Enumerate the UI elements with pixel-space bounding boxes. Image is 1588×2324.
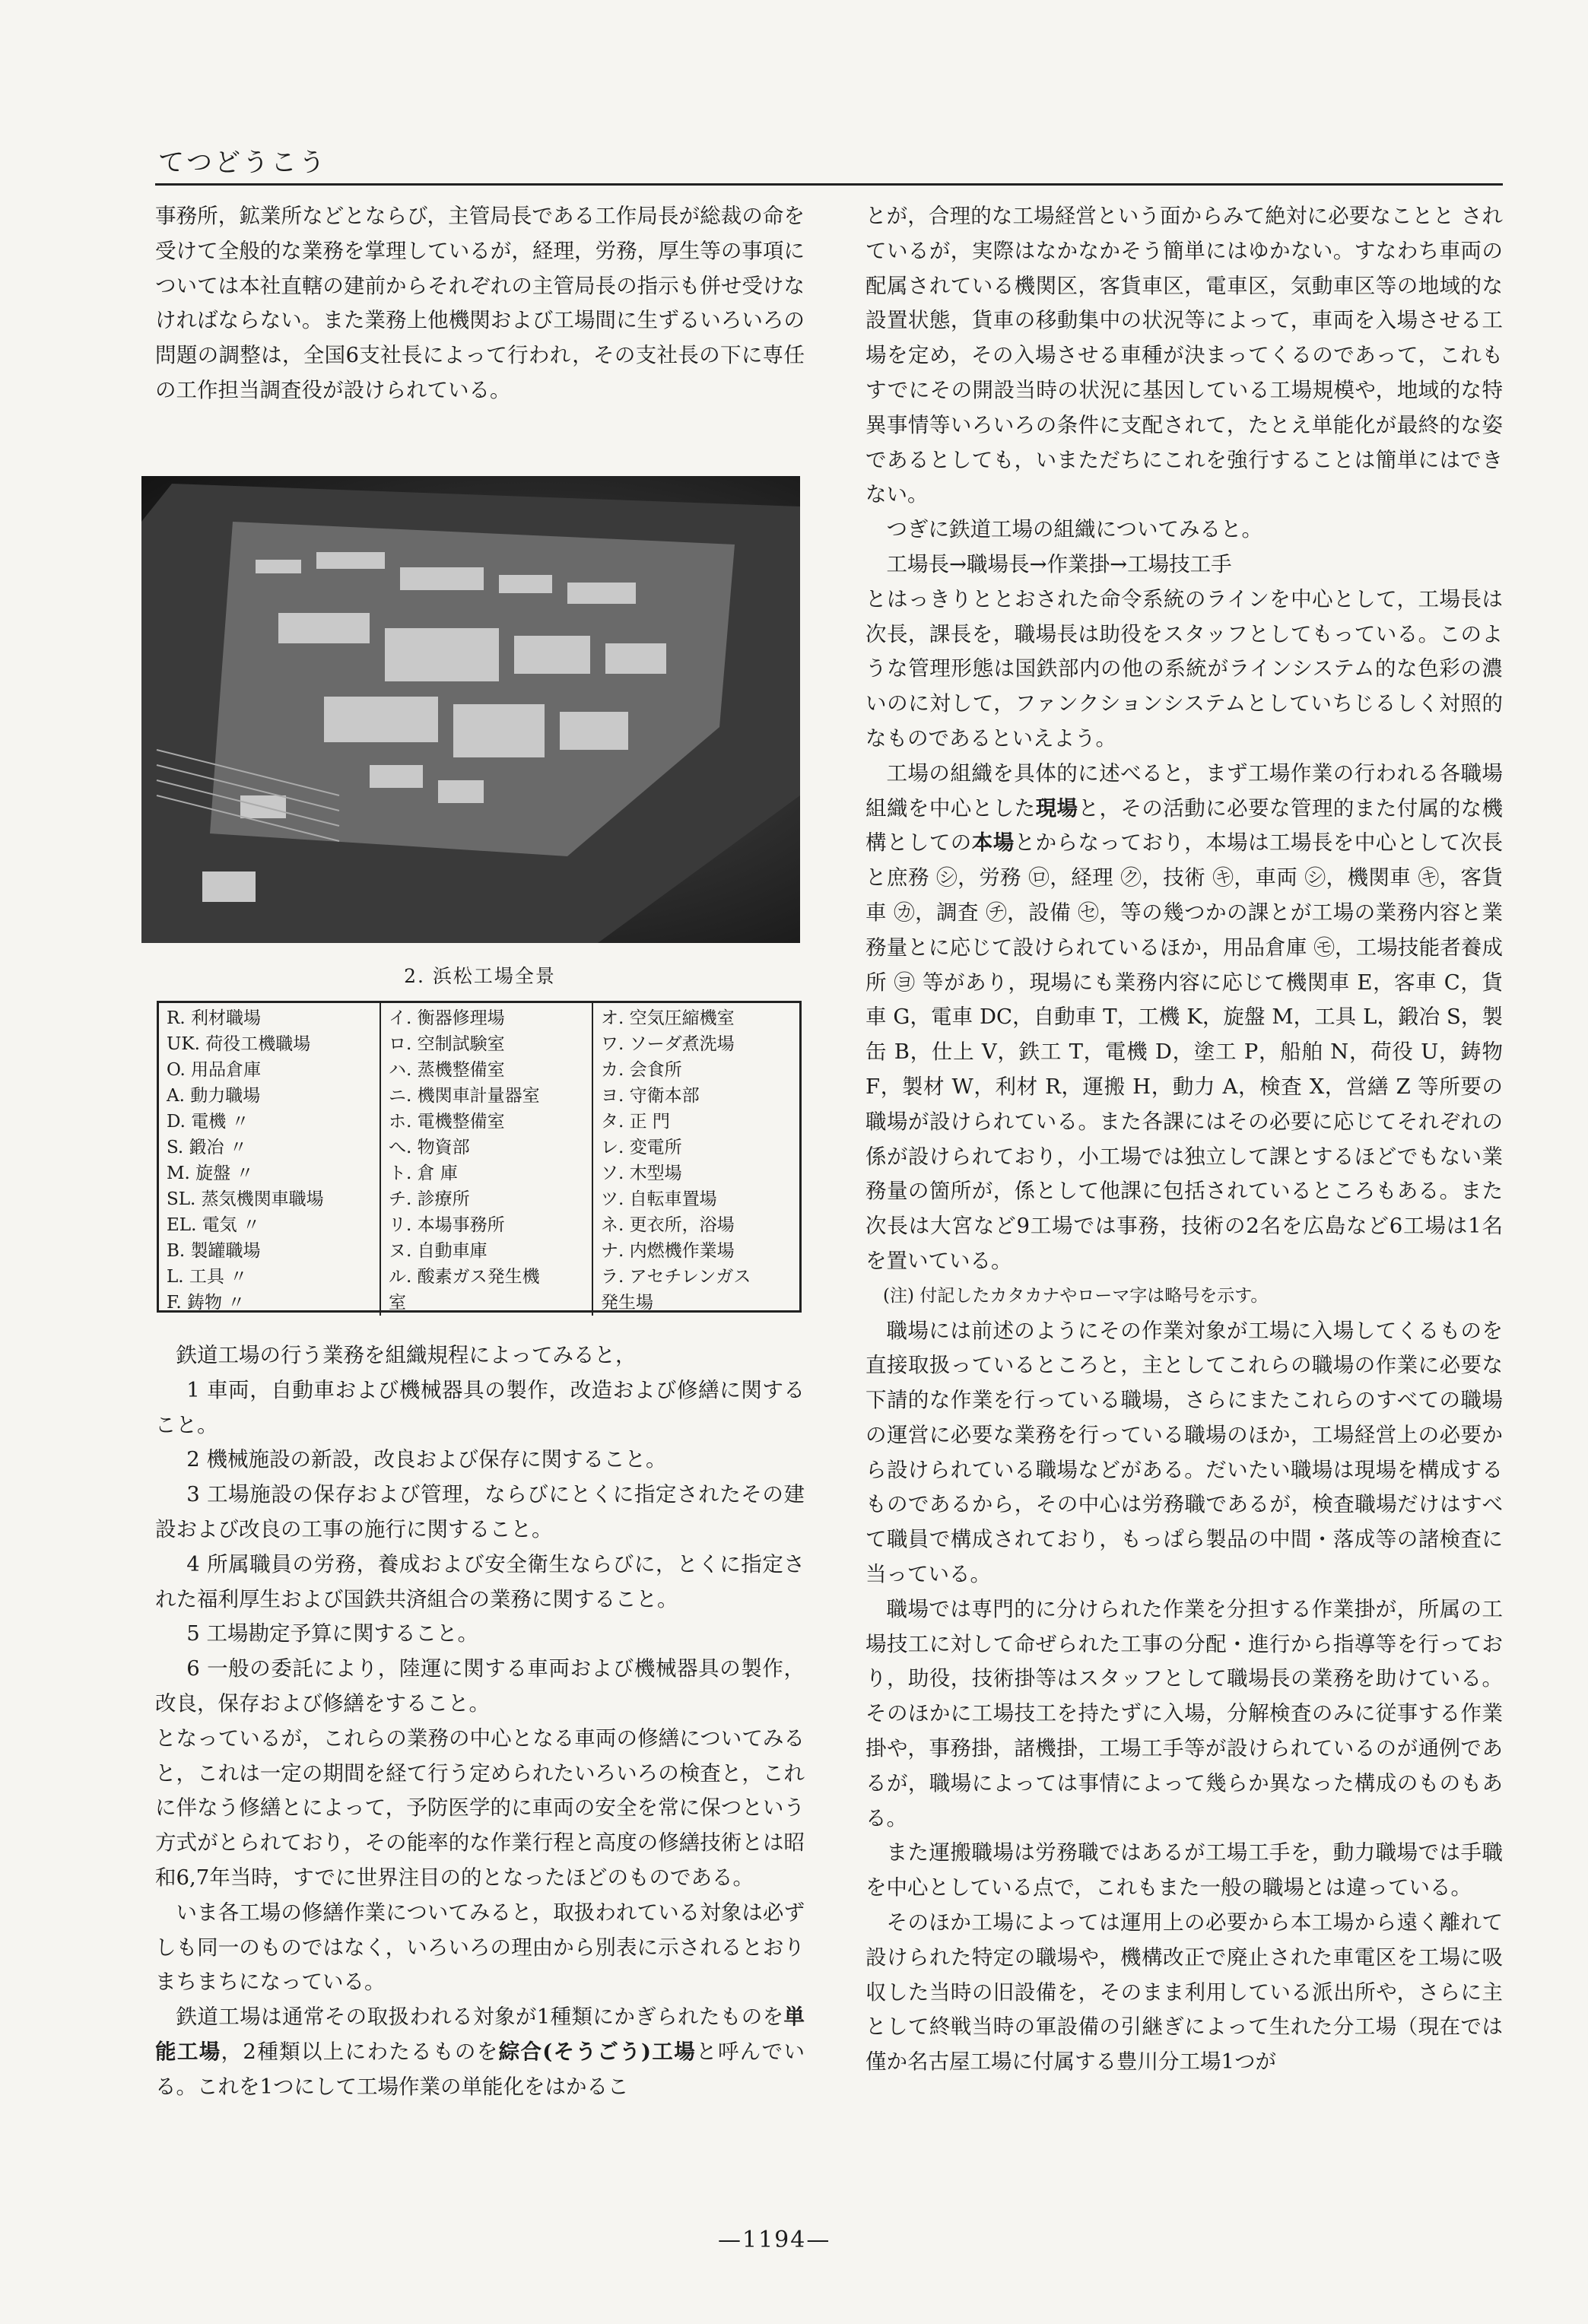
paragraph: つぎに鉄道工場の組織についてみると。 — [886, 517, 1262, 542]
legend-row: S. 鍛冶 〃 — [167, 1138, 247, 1157]
legend-row: ネ. 更衣所，浴場 — [601, 1215, 735, 1235]
legend-row: ナ. 内燃機作業場 — [601, 1241, 735, 1261]
legend-row: レ. 変電所 — [601, 1138, 682, 1157]
legend-row: イ. 衡器修理場 — [389, 1008, 505, 1028]
legend-row: ツ. 自転車置場 — [601, 1189, 717, 1209]
paragraph: 職場には前述のようにその作業対象が工場に入場してくるものを直接取扱っているところと，主としてこれらの職場の作業に必要な下請的な作業を行っている職場，さらにまたこれらのすべての職場の運営に必要な業務を行っている職場のほか，工場経営上の必要から設けられている職場などがある。だいたい職場は現場を構成するものであるから，その中心は労務職であるが，検査職場だけはすべて職員で構成されており，もっぱら製品の中間・落成等の諸検査に当っている。 — [865, 1318, 1503, 1587]
legend-row: リ. 本場事務所 — [389, 1215, 505, 1235]
figure-caption: 2. 浜松工場全景 — [404, 965, 556, 987]
paragraph: また運搬職場は労務職ではあるが工場工手を，動力職場では手職を中心としている点で，これもまた一般の職場とは違っている。 — [865, 1840, 1503, 1900]
list-item: 5 工場勘定予算に関すること。 — [186, 1621, 478, 1646]
paragraph: 職場では専門的に分けられた作業を分担する作業掛が，所属の工場技工に対して命ぜられた工事の分配・進行から指導等を行っており，助役，技術掛等はスタッフとして職場長の業務を助けている。そのほかに工場技工を持たずに入場，分解検査のみに従事する作業掛や，事務掛，諸機掛，工場工手等が設けられているのが通例であるが，職場によっては事情によって幾らか異なった構成のものもある。 — [865, 1596, 1503, 1830]
paragraph: とはっきりととおされた命令系統のラインを中心として，工場長は次長，課長を，職場長は助役をスタッフとしてもっている。このような管理形態は国鉄部内の他の系統がラインシステム的な色彩の濃いのに対して，ファンクションシステムとしていちじるしく対照的なものであるといえよう。 — [865, 586, 1503, 751]
legend-row: オ. 空気圧縮機室 — [601, 1008, 735, 1028]
legend-row: F. 鋳物 〃 — [167, 1293, 246, 1313]
footnote: (注) 付記したカタカナやローマ字は略号を示す。 — [883, 1285, 1269, 1306]
page-number: —1194— — [718, 2227, 831, 2253]
term-bold: 単能工場 — [155, 2005, 805, 2064]
legend-row: B. 製罐職場 — [167, 1241, 261, 1261]
paragraph: いま各工場の修繕作業についてみると，取扱われている対象は必ずしも同一のものではなく，いろいろの理由から別表に示されるとおりまちまちになっている。 — [155, 1900, 805, 1995]
legend-row: ソ. 木型場 — [601, 1164, 682, 1183]
legend-row: タ. 正 門 — [601, 1112, 670, 1132]
figure-legend-table — [157, 1001, 802, 1313]
paragraph — [865, 757, 1510, 1279]
legend-row: ホ. 電機整備室 — [389, 1112, 505, 1132]
legend-row: ヌ. 自動車庫 — [389, 1241, 488, 1261]
legend-row: ト. 倉 庫 — [389, 1164, 458, 1183]
legend-row: カ. 会食所 — [601, 1060, 682, 1080]
legend-row: ハ. 蒸機整備室 — [389, 1060, 505, 1080]
text-run: と呼んでいる。これを1つにして工場作業の単能化をはかるこ — [155, 2039, 805, 2099]
legend-row: D. 電機 〃 — [167, 1112, 249, 1132]
list-item: 1 車両，自動車および機械器具の製作，改造および修繕に関すること。 — [155, 1377, 805, 1437]
legend-row: L. 工具 〃 — [167, 1267, 248, 1287]
legend-row: チ. 診療所 — [389, 1189, 470, 1209]
legend-row: SL. 蒸気機関車職場 — [167, 1189, 324, 1209]
legend-row: 発生場 — [601, 1293, 653, 1313]
left-column-bottom — [155, 1338, 805, 2105]
text-run: と，その活動に必要な管理的また付属的な機構としての — [865, 795, 1504, 856]
left-column-top — [155, 199, 805, 408]
list-item: 6 一般の委託により，陸運に関する車両および機械器具の製作，改良，保存および修繕をすること。 — [155, 1656, 805, 1716]
legend-row: へ. 物資部 — [389, 1138, 470, 1157]
photo-illustration — [141, 476, 800, 943]
legend-column — [159, 1003, 380, 1316]
paragraph — [155, 2000, 805, 2104]
legend-row: 室 — [389, 1293, 406, 1313]
paragraph: となっているが，これらの業務の中心となる車両の修繕についてみると，これは一定の期間を経て行う定められたいろいろの検査と，これに伴なう修繕とによって，予防医学的に車両の安全を常に保つという方式がとられており，その能率的な作業行程と高度の修繕技術とは昭和6,7年当時，すでに世界注目の的となったほどのものである。 — [155, 1726, 805, 1890]
running-header: てつどうこう — [158, 148, 327, 178]
legend-column — [592, 1003, 799, 1316]
paragraph: 事務所，鉱業所などとならび，主管局長である工作局長が総裁の命を受けて全般的な業務を掌理しているが，経理，労務，厚生等の事項については本社直轄の建前からそれぞれの主管局長の指示も併せ受けなければならない。また業務上他機関および工場間に生ずるいろいろの問題の調整は，全国6支社長によって行われ，その支社長の下に専任の工作担当調査役が設けられている。 — [155, 204, 805, 402]
legend-row: R. 利材職場 — [167, 1008, 261, 1028]
legend-row: ヨ. 守衛本部 — [601, 1086, 700, 1106]
factory-model-photo — [141, 476, 800, 943]
legend-row: O. 用品倉庫 — [167, 1060, 262, 1080]
legend-row: ロ. 空制試験室 — [389, 1034, 505, 1054]
list-item: 4 所属職員の労務，養成および安全衛生ならびに，とくに指定された福利厚生および国鉄共済組合の業務に関すること。 — [155, 1551, 805, 1611]
text-run: ，2種類以上にわたるものを — [221, 2039, 499, 2064]
paragraph: とが，合理的な工場経営という面からみて絶対に必要なことと されているが，実際はなかなかそう簡単にはゆかない。すなわち車両の配属されている機関区，客貨車区，電車区，気動車区等の地域的な設置状態，貨車の移動集中の状況等によって，車両を入場させる工場を定め，その入場させる車種が決まってくるのであって，これもすでにその開設当時の状況に基因している工場規模や，地域的な特異事情等いろいろの条件に支配されて，たとえ単能化が最終的な姿であるとしても，いまただちにこれを強行することは簡単にはできない。 — [865, 204, 1503, 507]
text-run: 鉄道工場は通常その取扱われる対象が1種類にかぎられたものを — [176, 2005, 784, 2030]
header-rule — [155, 183, 1503, 186]
term-bold: 本場 — [971, 830, 1015, 856]
legend-row: ル. 酸素ガス発生機 — [389, 1267, 540, 1287]
legend-row: ラ. アセチレンガス — [601, 1267, 751, 1287]
term-bold: 現場 — [1035, 795, 1078, 821]
term-bold: 綜合(そうごう)工場 — [498, 2039, 697, 2064]
paragraph: 鉄道工場の行う業務を組織規程によってみると， — [176, 1343, 637, 1367]
legend-row: ニ. 機関車計量器室 — [389, 1086, 540, 1106]
text-run: 工場の組織を具体的に述べると，まず工場作業の行われる各職場組織を中心とした — [865, 760, 1503, 821]
legend-row: UK. 荷役工機職場 — [167, 1034, 311, 1054]
paragraph: そのほか工場によっては運用上の必要から本工場から遠く離れて設けられた特定の職場や，機構改正で廃止された車電区を工場に吸収した当時の旧設備を，そのまま利用している派出所や，さらに主として終戦当時の軍設備の引継ぎによって生れた分工場（現在では僅か名古屋工場に付属する豊川分工場1つが — [865, 1910, 1503, 2075]
list-item: 3 工場施設の保存および管理，ならびにとくに指定されたその建設および改良の工事の施行に関すること。 — [155, 1482, 805, 1541]
list-item: 2 機械施設の新設，改良および保存に関すること。 — [186, 1447, 667, 1472]
right-column — [865, 199, 1510, 2080]
text-run: とからなっており，本場は工場長を中心として次長と庶務 ㋛，労務 ㋺，経理 ㋗，技術 ㋖，車両 ㋛，機関車 ㋖，客貨車 ㋕，調査 ㋠，設備 ㋝，等の幾つかの課とが工場の業務内容と業務量とに応じて設けられているほか，用品倉庫 ㋲，工場技能者養成所 ㋵ 等があり，現場にも業務内容に応じて機関車 E，客車 C，貨車 G，電車 DC，自動車 T，工機 K，旋盤 M，工具 L，鍛冶 S，製缶 B，仕上 V，鉄工 T，電機 D，塗工 P，船舶 N，荷役 U，鋳物 F，製材 W，利材 R，運搬 H，動力 A，検査 X，営繕 Z 等所要の職場が設けられている。また各課にはその必要に応じてそれぞれの係が設けられており，小工場では独立して課とするほどでもない業務量の箇所が，係として他課に包括されているところもある。また次長は大宮など9工場では事務，技術の2名を広島など6工場は1名を置いている。 — [865, 830, 1510, 1273]
legend-row: A. 動力職場 — [167, 1086, 261, 1106]
legend-row: M. 旋盤 〃 — [167, 1164, 254, 1183]
legend-row: EL. 電気 〃 — [167, 1215, 260, 1235]
legend-column — [380, 1003, 592, 1316]
paragraph: 工場長→職場長→作業掛→工場技工手 — [886, 551, 1232, 576]
legend-row: ワ. ソーダ煮洗場 — [601, 1034, 735, 1054]
